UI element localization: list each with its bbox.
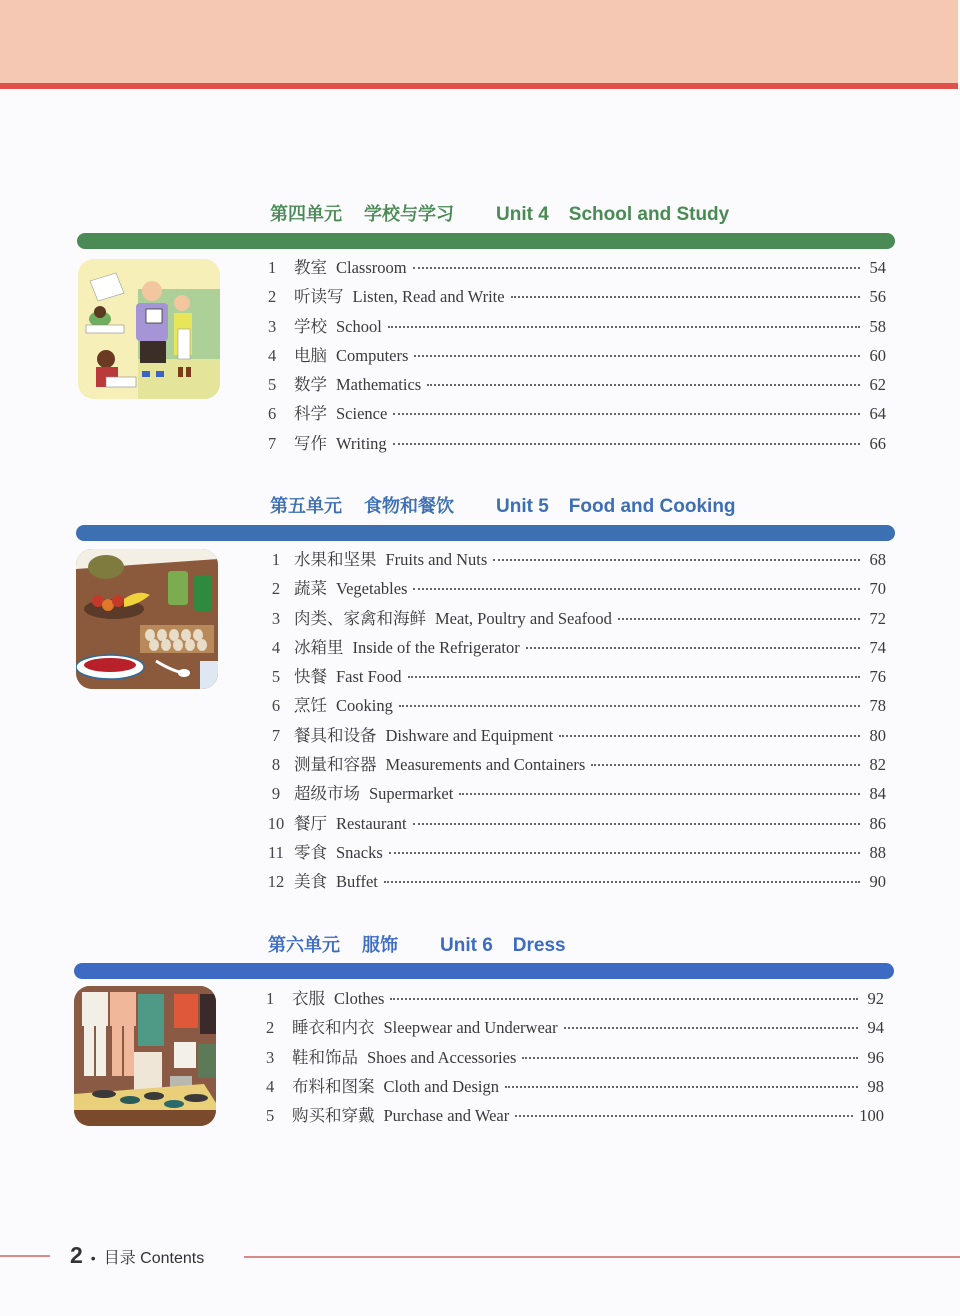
lesson-page: 62 [869,375,886,395]
lesson-page: 80 [869,725,886,745]
dot-leader [413,266,860,269]
lesson-row[interactable] [268,430,886,459]
lesson-cn-title: 烹饪 [294,696,327,716]
footer-separator: • [90,1250,96,1266]
lesson-page: 82 [869,755,886,775]
lesson-row[interactable] [268,342,886,371]
lesson-list [266,985,884,1131]
lesson-en-title: Dishware and Equipment [385,725,554,745]
lesson-row[interactable] [258,722,886,751]
lesson-cn-title: 睡衣和内衣 [292,1018,375,1038]
lesson-row[interactable] [258,780,886,809]
unit-en-label: Unit 6 [440,935,493,956]
lesson-page: 92 [867,989,884,1008]
lesson-cn-title: 购买和穿戴 [292,1106,375,1126]
dot-leader [414,354,860,357]
lesson-page: 68 [869,550,886,569]
dot-leader [493,558,860,561]
unit-cn-title: 学校与学习 [364,204,454,225]
dot-leader [384,880,860,883]
lesson-number: 4 [266,1076,275,1096]
lesson-row[interactable] [266,1014,884,1043]
dot-leader [505,1085,858,1088]
lesson-page: 100 [859,1106,884,1126]
lesson-page: 96 [867,1047,884,1067]
unit-heading [268,931,566,957]
lesson-row[interactable] [258,575,886,604]
lesson-number: 4 [268,345,277,365]
lesson-en-title: Computers [336,345,409,365]
lesson-page: 60 [869,345,886,365]
lesson-page: 90 [869,872,886,892]
unit-color-bar [74,963,894,979]
lesson-cn-title: 测量和容器 [294,755,377,775]
lesson-number: 2 [266,1018,275,1038]
lesson-en-title: Fast Food [336,667,402,687]
lesson-page: 76 [869,667,886,687]
dot-leader [413,822,860,825]
food-table-illustration [76,549,218,689]
dot-leader [389,851,860,854]
unit-en-title: Food and Cooking [568,496,736,517]
dot-leader [459,792,860,795]
lesson-cn-title: 布料和图案 [292,1076,375,1096]
lesson-number: 4 [271,637,281,657]
footer-rule-left [0,1255,50,1257]
dot-leader [515,1114,853,1117]
lesson-number: 9 [271,784,281,804]
lesson-en-title: Fruits and Nuts [385,550,488,569]
dot-leader [388,325,860,328]
lesson-cn-title: 餐具和设备 [294,725,377,745]
lesson-list [268,254,886,459]
dot-leader [413,587,860,590]
lesson-list [258,546,886,898]
lesson-cn-title: 水果和坚果 [294,550,377,569]
lesson-cn-title: 学校 [294,316,327,336]
lesson-cn-title: 写作 [294,433,327,453]
lesson-row[interactable] [268,371,886,400]
lesson-number: 6 [271,696,281,716]
lesson-en-title: Purchase and Wear [383,1106,510,1126]
lesson-en-title: Classroom [336,258,407,277]
lesson-row[interactable] [258,868,886,897]
lesson-en-title: Cloth and Design [383,1076,499,1096]
dot-leader [427,383,860,386]
dot-leader [511,295,860,298]
unit-color-bar [76,525,895,541]
lesson-row[interactable] [258,751,886,780]
dot-leader [591,763,860,766]
classroom-students-illustration [78,259,220,399]
lesson-number: 7 [268,433,277,453]
lesson-row[interactable] [258,546,886,575]
dot-leader [393,412,860,415]
unit-en-label: Unit 5 [496,496,549,517]
lesson-cn-title: 科学 [294,404,327,424]
lesson-row[interactable] [266,1073,884,1102]
lesson-en-title: Supermarket [369,784,454,804]
dot-leader [526,646,860,649]
lesson-page: 84 [869,784,886,804]
unit-en-label: Unit 4 [496,204,549,225]
lesson-en-title: School [336,316,382,336]
lesson-en-title: Sleepwear and Underwear [383,1018,558,1038]
lesson-en-title: Restaurant [336,813,407,833]
unit-en-title: Dress [512,935,566,956]
dot-leader [564,1026,858,1029]
unit-cn-label: 第四单元 [270,204,342,225]
dot-leader [559,734,860,737]
lesson-number: 6 [268,404,277,424]
dot-leader [408,675,860,678]
lesson-row[interactable] [258,839,886,868]
lesson-number: 3 [271,608,281,628]
unit-heading [270,200,729,226]
dot-leader [522,1056,858,1059]
lesson-cn-title: 快餐 [294,667,327,687]
lesson-cn-title: 冰箱里 [294,637,344,657]
footer-rule-right [244,1256,960,1258]
lesson-en-title: Science [336,404,388,424]
page-footer [70,1242,204,1269]
lesson-en-title: Listen, Read and Write [352,287,505,307]
lesson-number: 10 [267,813,285,833]
lesson-page: 66 [869,433,886,453]
lesson-number: 7 [271,725,281,745]
lesson-page: 64 [869,404,886,424]
lesson-number: 8 [271,755,281,775]
lesson-cn-title: 蔬菜 [294,579,327,599]
lesson-number: 5 [266,1106,275,1126]
footer-label: 目录 Contents [103,1250,205,1267]
unit-cn-title: 食物和餐饮 [364,496,454,517]
lesson-number: 2 [271,579,281,599]
unit-en-title: School and Study [568,204,730,225]
lesson-cn-title: 电脑 [294,345,327,365]
lesson-number: 11 [268,842,284,862]
lesson-page: 54 [869,258,886,277]
lesson-row[interactable] [268,254,886,283]
page-number: 2 [70,1242,83,1268]
lesson-number: 5 [268,375,277,395]
lesson-cn-title: 肉类、家禽和海鲜 [294,608,426,628]
lesson-en-title: Writing [336,433,387,453]
lesson-en-title: Buffet [336,872,378,892]
dot-leader [393,442,860,445]
lesson-number: 1 [266,989,275,1008]
lesson-number: 1 [268,258,277,277]
lesson-page: 86 [869,813,886,833]
lesson-cn-title: 鞋和饰品 [292,1047,358,1067]
lesson-en-title: Snacks [336,842,383,862]
header-rule [0,83,958,89]
dot-leader [618,617,860,620]
lesson-cn-title: 数学 [294,375,327,395]
lesson-cn-title: 教室 [294,258,327,277]
unit-color-bar [77,233,895,249]
lesson-row[interactable] [268,313,886,342]
lesson-row[interactable] [268,400,886,429]
lesson-page: 88 [869,842,886,862]
lesson-row[interactable] [266,985,884,1014]
lesson-page: 78 [869,696,886,716]
lesson-page: 72 [869,608,886,628]
clothing-store-illustration [74,986,216,1126]
lesson-row[interactable] [258,692,886,721]
header-band [0,0,958,84]
lesson-row[interactable] [266,1044,884,1073]
dot-leader [390,997,858,1000]
unit-cn-title: 服饰 [362,935,398,956]
lesson-number: 3 [266,1047,275,1067]
lesson-cn-title: 零食 [294,842,327,862]
unit-cn-label: 第六单元 [268,935,340,956]
unit-cn-label: 第五单元 [270,496,342,517]
lesson-en-title: Clothes [334,989,385,1008]
lesson-cn-title: 超级市场 [294,784,360,804]
lesson-page: 58 [869,316,886,336]
lesson-number: 3 [268,316,277,336]
lesson-number: 12 [267,872,285,892]
lesson-number: 1 [271,550,281,569]
lesson-en-title: Mathematics [336,375,422,395]
lesson-row[interactable] [258,663,886,692]
lesson-cn-title: 衣服 [292,989,325,1008]
lesson-cn-title: 餐厅 [294,813,327,833]
lesson-number: 5 [271,667,281,687]
lesson-row[interactable] [258,810,886,839]
lesson-page: 70 [869,579,886,599]
lesson-number: 2 [268,287,277,307]
dot-leader [399,704,860,707]
lesson-row[interactable] [268,283,886,312]
lesson-page: 56 [869,287,886,307]
lesson-cn-title: 听读写 [294,287,344,307]
lesson-en-title: Shoes and Accessories [367,1047,517,1067]
lesson-page: 98 [867,1076,884,1096]
lesson-en-title: Cooking [336,696,393,716]
lesson-row[interactable] [258,634,886,663]
unit-heading [270,492,736,518]
lesson-cn-title: 美食 [294,872,327,892]
lesson-en-title: Meat, Poultry and Seafood [435,608,612,628]
lesson-en-title: Vegetables [336,579,408,599]
lesson-page: 94 [867,1018,884,1038]
lesson-en-title: Inside of the Refrigerator [352,637,520,657]
lesson-row[interactable] [266,1102,884,1131]
lesson-row[interactable] [258,605,886,634]
lesson-en-title: Measurements and Containers [385,755,586,775]
lesson-page: 74 [869,637,886,657]
